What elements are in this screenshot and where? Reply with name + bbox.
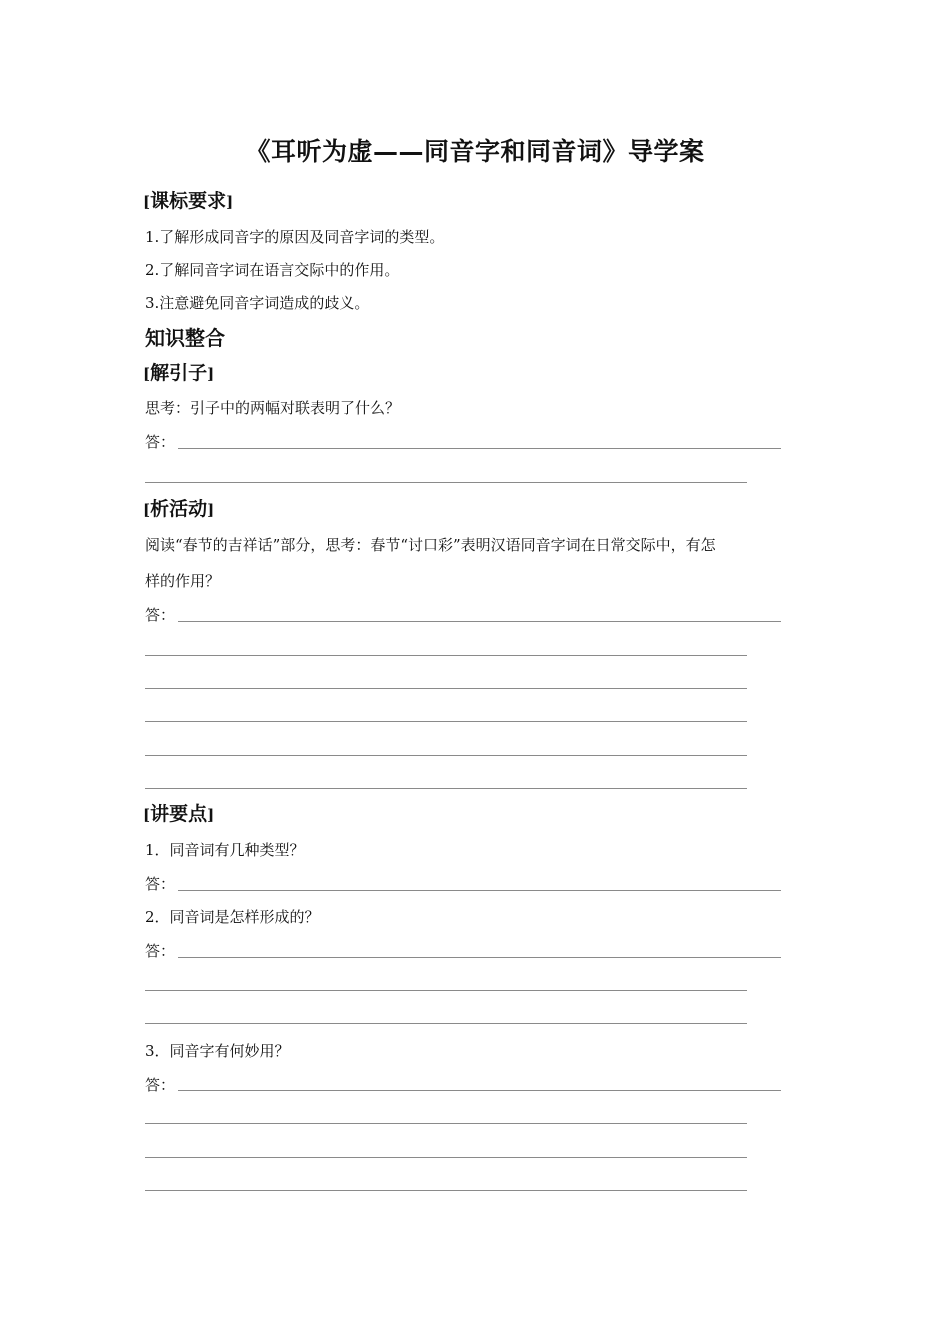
section-heading-standards: [课标要求]	[143, 190, 234, 212]
answer-line[interactable]	[145, 1190, 747, 1191]
section-heading-standards-text: 课标要求	[150, 190, 227, 212]
answer-label: 答：	[145, 1076, 176, 1094]
answer-line[interactable]	[145, 655, 747, 656]
keypoint-question-3: 3．同音字有何妙用？	[145, 1042, 290, 1060]
activity-question-line2: 样的作用？	[145, 572, 221, 590]
answer-line[interactable]	[178, 890, 781, 891]
section-heading-intro: [解引子]	[143, 362, 215, 384]
answer-line[interactable]	[145, 990, 747, 991]
intro-question: 思考：引子中的两幅对联表明了什么？	[145, 399, 401, 417]
answer-line[interactable]	[145, 1123, 747, 1124]
answer-line[interactable]	[178, 957, 781, 958]
answer-line[interactable]	[145, 755, 747, 756]
answer-label: 答：	[145, 606, 176, 624]
section-heading-keypoints: [讲要点]	[143, 803, 215, 825]
section-heading-activity-text: 析活动	[150, 498, 208, 520]
activity-question-line1: 阅读“春节的吉祥话”部分，思考：春节“讨口彩”表明汉语同音字词在日常交际中，有怎	[145, 536, 716, 554]
keypoint-question-2: 2．同音词是怎样形成的？	[145, 908, 320, 926]
standard-item-1: 1.了解形成同音字的原因及同音字词的类型。	[145, 228, 445, 246]
knowledge-integration-heading: 知识整合	[145, 326, 225, 350]
answer-line[interactable]	[178, 621, 781, 622]
answer-line[interactable]	[145, 482, 747, 483]
answer-label: 答：	[145, 433, 176, 451]
answer-line[interactable]	[178, 448, 781, 449]
answer-label: 答：	[145, 875, 176, 893]
standard-item-3: 3.注意避免同音字词造成的歧义。	[145, 294, 370, 312]
answer-line[interactable]	[145, 1157, 747, 1158]
page-title: 《耳听为虚——同音字和同音词》导学案	[245, 137, 705, 166]
answer-line[interactable]	[145, 688, 747, 689]
standard-item-2: 2.了解同音字词在语言交际中的作用。	[145, 261, 400, 279]
keypoint-question-1: 1．同音词有几种类型？	[145, 841, 305, 859]
answer-line[interactable]	[178, 1090, 781, 1091]
answer-line[interactable]	[145, 1023, 747, 1024]
section-heading-activity: [析活动]	[143, 498, 215, 520]
answer-line[interactable]	[145, 721, 747, 722]
section-heading-keypoints-text: 讲要点	[150, 803, 208, 825]
section-heading-intro-text: 解引子	[150, 362, 208, 384]
answer-label: 答：	[145, 942, 176, 960]
answer-line[interactable]	[145, 788, 747, 789]
